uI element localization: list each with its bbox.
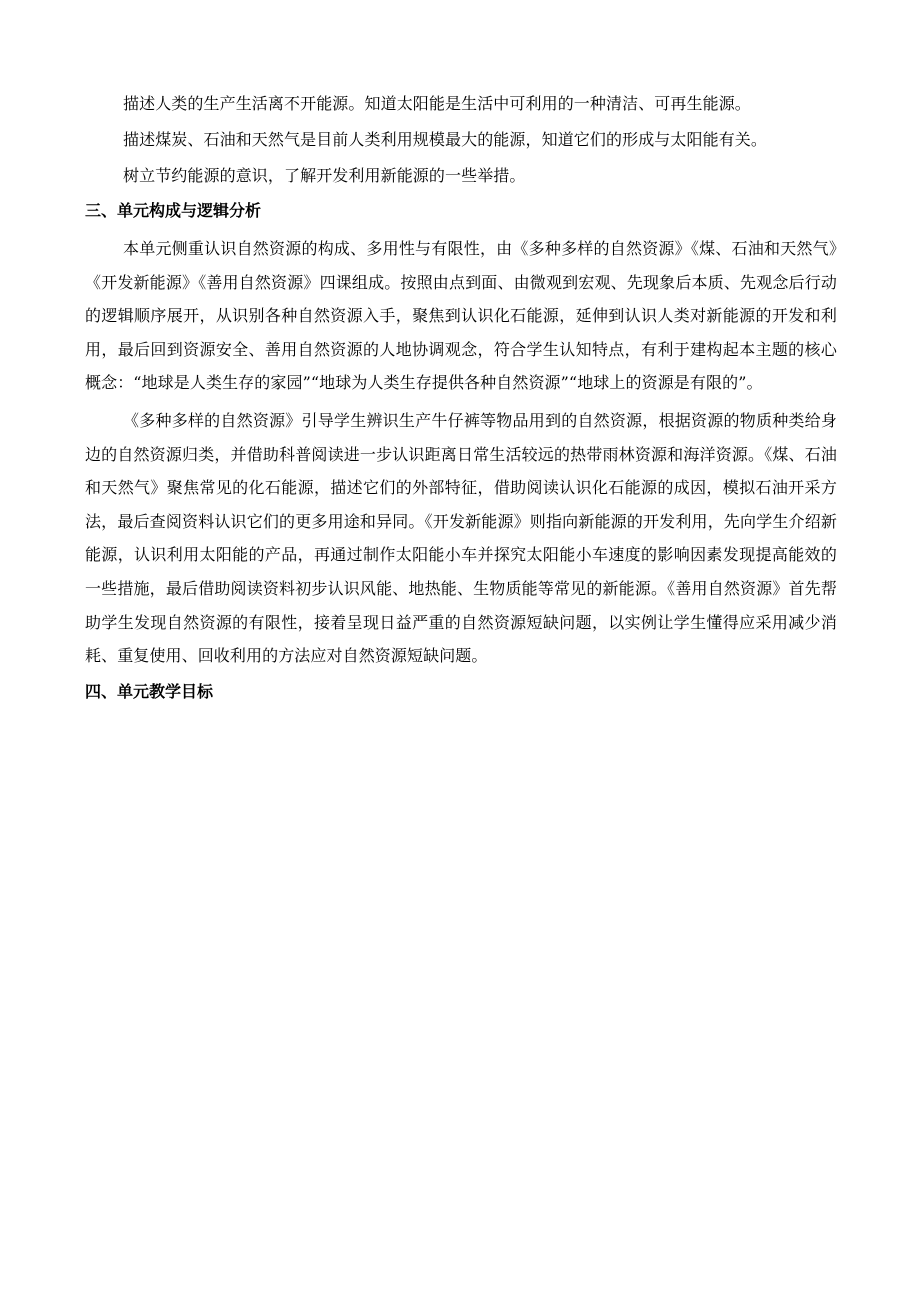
document-page (85, 88, 837, 713)
section-three-paragraph-1: 本单元侧重认识自然资源的构成、多用性与有限性，由《多种多样的自然资源》《煤、石油和天然气》《开发新能源》《善用自然资源》四课组成。按照由点到面、由微观到宏观、先现象后本质、先观念后行动的逻辑顺序展开，从识别各种自然资源入手，聚焦到认识化石能源，延伸到认识人类对新能源的开发和利用，最后回到资源安全、善用自然资源的人地协调观念，符合学生认知特点，有利于建构起本主题的核心概念：“地球是人类生存的家园”“地球为人类生存提供各种自然资源”“地球上的资源是有限的”。 (85, 239, 837, 393)
section-three-heading: 三、单元构成与逻辑分析 (85, 201, 262, 220)
objective-item-3: 树立节约能源的意识，了解开发利用新能源的一些举措。 (123, 166, 526, 185)
section-three-paragraph-2: 《多种多样的自然资源》引导学生辨识生产牛仔裤等物品用到的自然资源，根据资源的物质种类给身边的自然资源归类，并借助科普阅读进一步认识距离日常生活较远的热带雨林资源和海洋资源。《煤、石油和天然气》聚焦常见的化石能源，描述它们的外部特征，借助阅读认识化石能源的成因，模拟石油开采方法，最后查阅资料认识它们的更多用途和异同。《开发新能源》则指向新能源的开发利用，先向学生介绍新能源，认识利用太阳能的产品，再通过制作太阳能小车并探究太阳能小车速度的影响因素发现提高能效的一些措施，最后借助阅读资料初步认识风能、地热能、生物质能等常见的新能源。《善用自然资源》首先帮助学生发现自然资源的有限性，接着呈现日益严重的自然资源短缺问题，以实例让学生懂得应采用减少消耗、重复使用、回收利用的方法应对自然资源短缺问题。 (85, 410, 837, 666)
objective-item-2: 描述煤炭、石油和天然气是目前人类利用规模最大的能源，知道它们的形成与太阳能有关。 (123, 130, 768, 149)
section-four-heading: 四、单元教学目标 (85, 681, 214, 701)
objective-item-1: 描述人类的生产生活离不开能源。知道太阳能是生活中可利用的一种清洁、可再生能源。 (123, 94, 751, 113)
